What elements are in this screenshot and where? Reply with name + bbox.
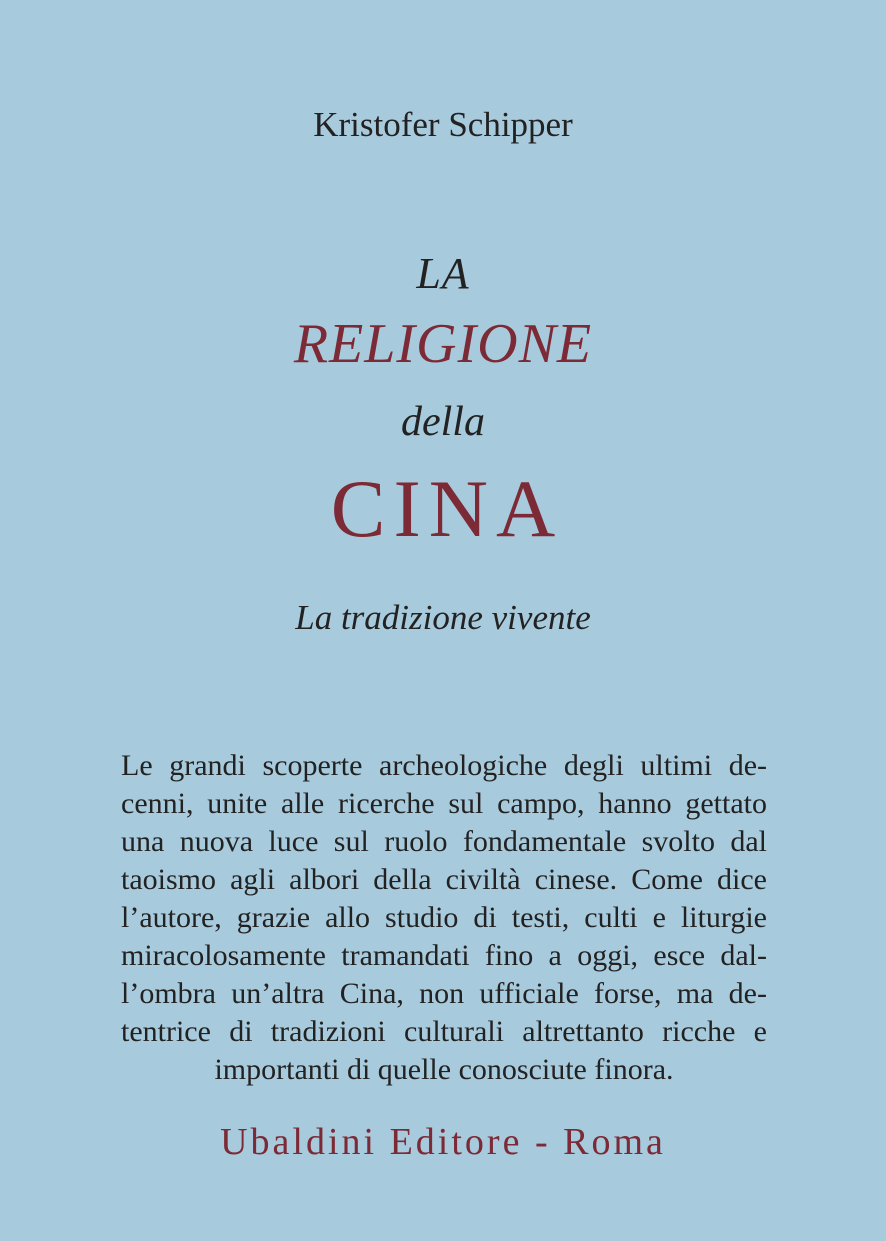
- blurb-line: l’ombra un’altra Cina, non ufficiale forse, ma de-: [121, 977, 767, 1010]
- title-line-della: della: [401, 399, 485, 445]
- blurb-line: importanti di quelle conosciute finora.: [214, 1053, 674, 1086]
- title-line-religione: RELIGIONE: [293, 313, 593, 375]
- blurb-line: Le grandi scoperte archeologiche degli ultimi de-: [121, 749, 767, 782]
- author-name: Kristofer Schipper: [313, 105, 573, 144]
- blurb-line: taoismo agli albori della civiltà cinese. Come dice: [121, 863, 767, 896]
- blurb-line: cenni, unite alle ricerche sul campo, hanno gettato: [121, 787, 767, 820]
- blurb-line: l’autore, grazie allo studio di testi, culti e liturgie: [121, 901, 767, 934]
- title-line-cina: CINA: [330, 463, 564, 554]
- blurb-line: tentrice di tradizioni culturali altrettanto ricche e: [121, 1015, 767, 1048]
- blurb-line: miracolosamente tramandati fino a oggi, esce dal-: [121, 939, 767, 972]
- blurb-line: una nuova luce sul ruolo fondamentale svolto dal: [121, 825, 767, 858]
- title-line-la: LA: [416, 249, 470, 298]
- subtitle: La tradizione vivente: [295, 598, 591, 637]
- publisher-imprint: Ubaldini Editore - Roma: [220, 1121, 666, 1163]
- blurb-text: [121, 747, 767, 1089]
